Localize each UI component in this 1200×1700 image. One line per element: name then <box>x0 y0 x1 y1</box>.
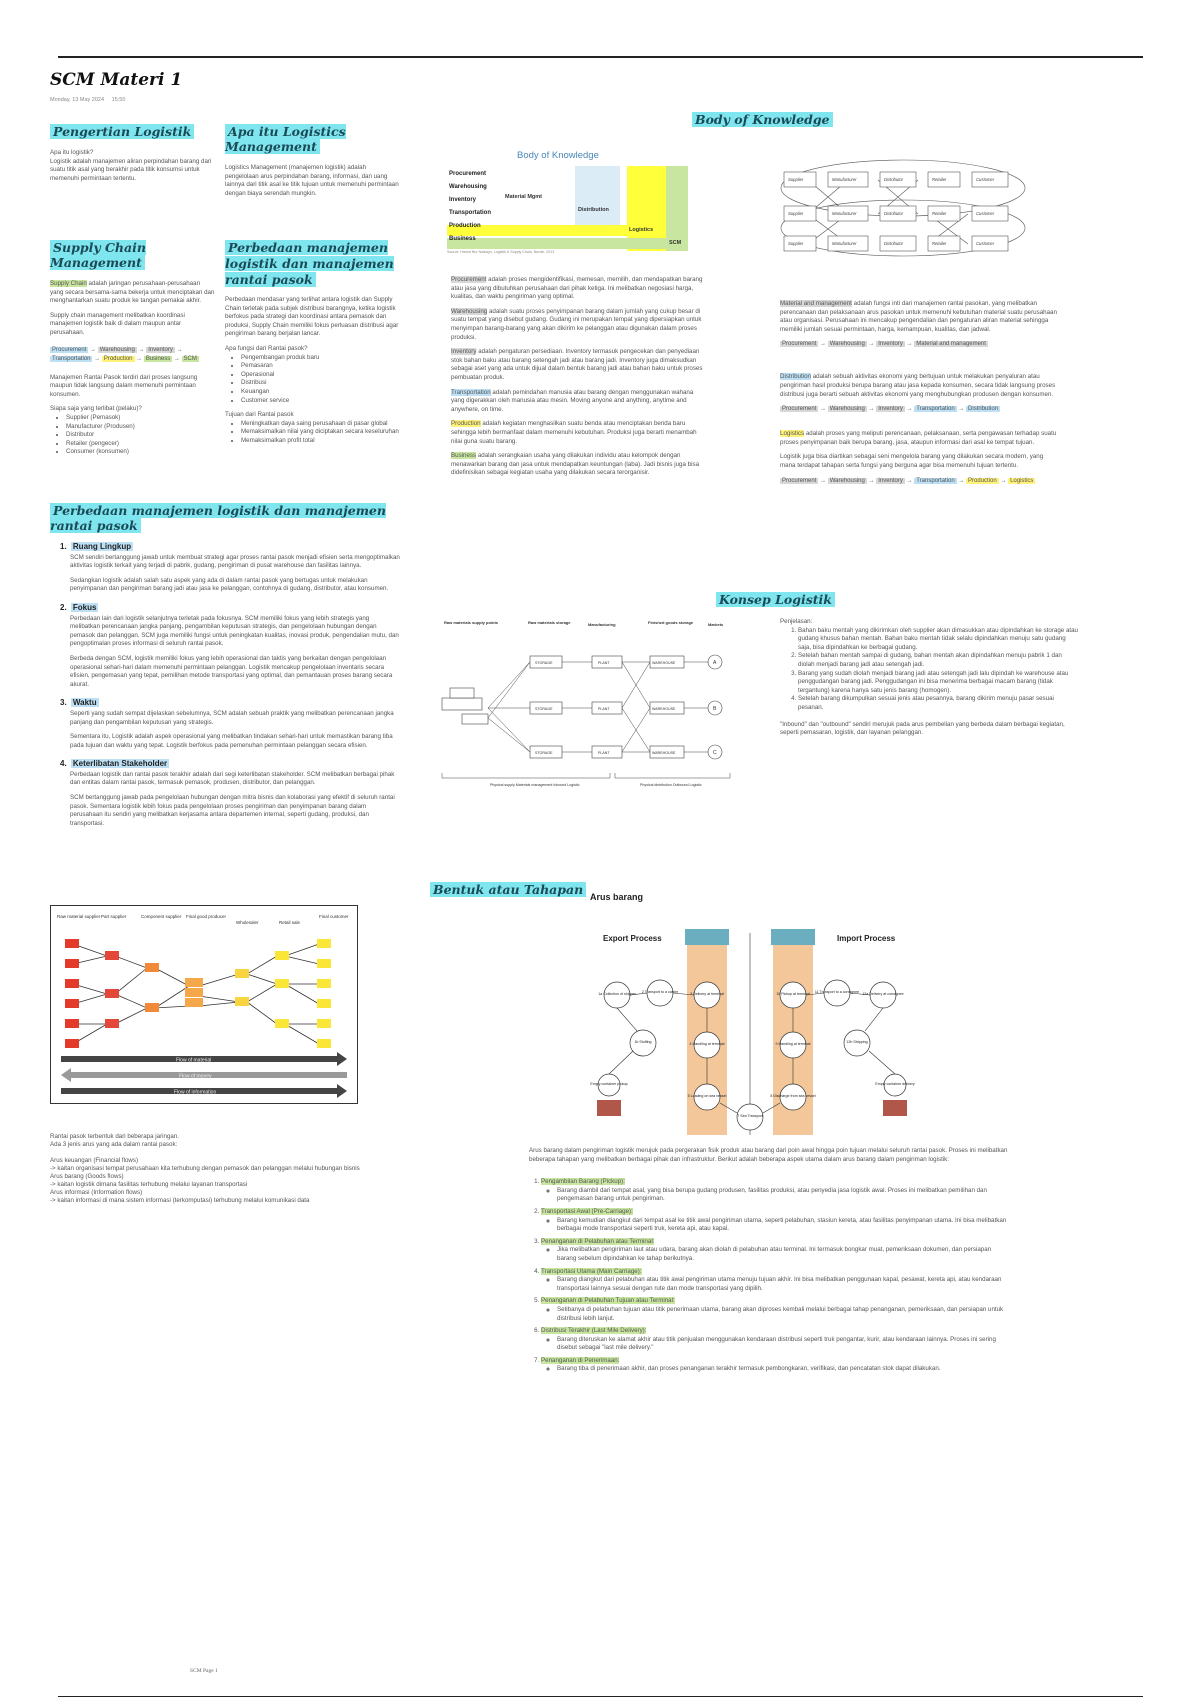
part-node-2 <box>105 989 119 998</box>
pengertian-p1: Apa itu logistik? <box>50 149 94 156</box>
supply-network-svg <box>778 148 1028 268</box>
fungsi-question: Apa fungsi dari Rantai pasok? <box>225 344 308 352</box>
top-rule <box>58 56 1143 58</box>
svg-text:B: B <box>713 706 717 712</box>
bok-label-scm: SCM <box>669 240 682 246</box>
tujuan-question: Tujuan dari Rantai pasok <box>225 411 294 419</box>
scm-section <box>50 240 215 463</box>
konsep-figure <box>440 618 740 793</box>
svg-text:Supplier: Supplier <box>788 211 804 216</box>
svg-text:C: C <box>713 750 717 756</box>
diff-item-4-title: Keterlibatan Stakeholder <box>72 759 168 769</box>
svg-text:WAREHOUSE: WAREHOUSE <box>652 751 676 755</box>
bok-label-material: Material Mgmt <box>505 194 542 200</box>
svg-text:12a Delivery at consignee: 12a Delivery at consignee <box>862 992 904 996</box>
wholesaler-node-2 <box>235 997 249 1006</box>
arti-heading: Apa itu Logistics Management <box>225 124 346 154</box>
raw-node-6 <box>65 1039 79 1048</box>
svg-text:Customer: Customer <box>976 241 995 246</box>
svg-text:12b Stripping: 12b Stripping <box>846 1040 868 1044</box>
svg-text:Finished goods storage: Finished goods storage <box>648 620 694 625</box>
konsep-heading: Konsep Logistik <box>716 592 835 607</box>
stage-label-0: Raw material supplier <box>57 914 101 919</box>
bok-source: Source: Hamid Nur Nadiayo, Logistik & Supply Chain, Nurdin, 2013 <box>447 250 555 254</box>
arus-fig-title: Arus barang <box>590 892 644 902</box>
money-flow-label: Flow of money <box>179 1073 212 1080</box>
svg-text:3 Delivery at terminal: 3 Delivery at terminal <box>690 992 724 996</box>
svg-text:Distributor: Distributor <box>884 241 904 246</box>
export-container-icon <box>597 1100 621 1116</box>
svg-text:Distributor: Distributor <box>884 177 904 182</box>
svg-text:PLANT: PLANT <box>598 707 610 711</box>
component-node-2 <box>145 1003 159 1012</box>
svg-text:Customer: Customer <box>976 211 995 216</box>
material-flow-label: Flow of material <box>176 1057 212 1064</box>
part-node-3 <box>105 1019 119 1028</box>
svg-text:8 Discharge from sea vessel: 8 Discharge from sea vessel <box>770 1094 816 1098</box>
konsep-svg <box>440 618 740 793</box>
svg-text:Raw materials storage: Raw materials storage <box>528 620 571 625</box>
customer-node-3 <box>317 979 331 988</box>
svg-text:5 Loading on sea vessel: 5 Loading on sea vessel <box>687 1094 727 1098</box>
pengertian-logistik-section <box>50 124 215 189</box>
bok-heading: Body of Knowledge <box>692 112 833 127</box>
svg-text:Empty container delivery: Empty container delivery <box>875 1082 915 1086</box>
bok-chain-2: Procurement → Warehousing → Inventory → Transportation → Distribution <box>782 406 999 413</box>
bok-table-title: Body of Knowledge <box>517 150 599 161</box>
bok-col-material-mgmt <box>575 166 620 229</box>
import-container-icon <box>883 1100 907 1116</box>
bok-label-distribution: Distribution <box>578 207 609 213</box>
diff-item-2-title: Fokus <box>72 602 97 612</box>
arus-barang-svg <box>590 925 915 1135</box>
bok-label-logistics: Logistics <box>629 227 654 233</box>
export-label: Export Process <box>603 934 662 943</box>
bok-definitions: Procurement adalah proses mengidentifikasi, memesan, memilih, dan mendapatkan barang atau jasa yang dibutuhkan perusahaan dari pihak ketiga. Ini melibatkan negosiasi harga, kualitas, dan waktu pengiriman yang optimal. Warehousing adalah suatu proses penyimpanan barang dalam jumlah yang cukup besar di suatu tempat yang disebut gudang. Gudang ini merupakan tempat yang dipersiapkan untuk menyimpan barang-barang yang akan dikirim ke pelanggan atau digunakan dalam proses produksi. Inventory adalah pengaturan persediaan. Inventory termasuk pengecekan dan penyediaan stok bahan baku atau barang setengah jadi atau barang jadi. Inventory juga dimaksudkan sebagai aset yang ada untuk dijual dalam bentuk barang jadi atau bahan baku untuk proses pembuatan produk. Transportation adalah pemindahan manusia atau barang dengan menggunakan wahana yang digerakkan oleh manusia atau mesin. Moving anyone and anything, anytime and anywhere, on time. Production adalah kegiatan menghasilkan suatu benda atau menciptakan benda baru sehingga lebih bermanfaat dalam memenuhi kebutuhan. Produksi juga berarti menambah nilai guna suatu barang. Business adalah serangkaian usaha yang dilakukan individu atau kelompok dengan menawarkan barang dan jasa untuk mendapatkan keuntungan (laba). Jadi bisnis juga bisa didefinisikan sebagai kegiatan usaha yang dilakukan secara terorganisir. <box>451 276 703 477</box>
bok-row-labels: Procurement Warehousing Inventory Transportation Production Business <box>449 171 492 242</box>
svg-text:A: A <box>713 660 717 666</box>
bok-heading-wrap <box>692 112 833 127</box>
svg-text:Manufacturer: Manufacturer <box>832 211 857 216</box>
scm-p2: Supply chain management melibatkan koordinasi manajemen logistik baik di dalam maupun antar perusahaan. <box>50 311 185 336</box>
logistics-management-section <box>225 124 400 204</box>
svg-text:STORAGE: STORAGE <box>535 751 553 755</box>
customer-node-4 <box>317 999 331 1008</box>
producer-node-1 <box>185 978 203 987</box>
svg-text:4 Handling at terminal: 4 Handling at terminal <box>689 1042 725 1046</box>
raw-node-3 <box>65 979 79 988</box>
fungsi-list: • Pengembangan produk baru • Pemasaran • Operasional • Distribusi • Keuangan • Customer service <box>225 354 400 406</box>
retail-node-2 <box>275 979 289 988</box>
svg-text:1b Stuffing: 1b Stuffing <box>634 1040 652 1044</box>
svg-text:Customer: Customer <box>976 177 995 182</box>
part-node-1 <box>105 951 119 960</box>
scm-chain: Procurement → Warehousing → Inventory → Transportation → Production → Business → SCM <box>52 346 197 362</box>
perbedaan-section <box>225 240 400 452</box>
page-title: SCM Materi 1 <box>50 70 183 90</box>
wholesaler-node-1 <box>235 969 249 978</box>
tujuan-list: • Meningkatkan daya saing perusahaan di pasar global • Memaksimalkan nilai yang diciptakan secara keseluruhan • Memaksimalkan profit total <box>225 420 400 446</box>
retail-node-1 <box>275 951 289 960</box>
svg-text:STORAGE: STORAGE <box>535 707 553 711</box>
customer-node-2 <box>317 959 331 968</box>
customer-node-1 <box>317 939 331 948</box>
svg-text:Manufacturer: Manufacturer <box>832 177 857 182</box>
pengertian-heading: Pengertian Logistik <box>50 124 194 139</box>
bok-chain-1: Procurement → Warehousing → Inventory → Material and management <box>782 341 986 348</box>
flow-notes: Rantai pasok terbentuk dari beberapa jaringan. Ada 3 jenis arus yang ada dalam rantai pasok: Arus keuangan (Financial flows) -> kaitan organisasi tempat perusahaan kita terhubung dengan pemasok dan pelanggan melalui hubungan bisnis Arus barang (Goods flows) -> kaitan logistik dimana fasilitas terhubung melalui layanan transportasi Arus informasi (Information flows) -> kaitan informasi di mana sistem informasi (terkomputasi) terhubung melalui komunikasi data <box>50 1133 360 1204</box>
svg-text:1a Collection of shipper: 1a Collection of shipper <box>598 992 636 996</box>
svg-text:WAREHOUSE: WAREHOUSE <box>652 707 676 711</box>
stage-label-5: Retail sale <box>279 920 301 925</box>
scm-p3: Manajemen Rantai Pasok terdiri dari proses langsung maupun tidak langsung dalam memenuhi permintaan konsumen. <box>50 373 198 398</box>
stage-label-2: Component supplier <box>141 914 182 919</box>
svg-text:Markets: Markets <box>708 622 724 627</box>
scm-term: Supply Chain <box>50 280 87 287</box>
svg-text:Supplier: Supplier <box>788 241 804 246</box>
svg-text:PLANT: PLANT <box>598 661 610 665</box>
page-footer: SCM Page 1 <box>190 1668 218 1674</box>
bentuk-heading: Bentuk atau Tahapan <box>430 882 586 897</box>
bok-right-definitions: Material and management adalah fungsi inti dari manajemen rantai pasokan, yang melibatkan perencanaan dan pelaksanaan arus pasokan untuk memenuhi kebutuhan material suatu perusahaan atau organisasi. Perusahaan ini mencakup pengendalian dan pengaturan aliran material sehingga memiliki jumlah sesuai permintaan, harga, kemampuan, kualitas, dan jadwal. Procurement → Warehousing → Inventory → Material and management Distribution adalah sebuah aktivitas ekonomi yang bertujuan untuk melakukan penyaluran atau pengiriman hasil produksi berupa barang atau jasa kepada konsumen, secara tidak langsung proses distribusi juga berarti sebuah aktivitas ekonomi yang menghubungkan produsen dengan konsumen. Procurement → Warehousing → Inventory → Transportation → Distribution Logistics adalah proses yang meliputi perencanaan, pelaksanaan, serta pengawasan terhadap suatu proses penyimpanan baik berupa barang, jasa, ataupun informasi dari asal ke tempat tujuan. Logistik juga bisa diartikan sebagai seni mengelola barang yang dilakukan secara modern, yang mana terdapat tahapan serta fungsi yang berguna agar bisa memenuhi tujuan tertentu. Procurement → Warehousing → Inventory → Transportation → Production → Logistics <box>780 300 1060 486</box>
diff-item-1-title: Ruang Lingkup <box>72 542 132 551</box>
page-date: Monday, 13 May 2024 15:50 <box>50 97 126 103</box>
import-label: Import Process <box>837 934 896 943</box>
diff-item-3-title: Waktu <box>72 698 97 708</box>
bok-chain-3: Procurement → Warehousing → Inventory → Transportation → Production → Logistics <box>782 477 1034 484</box>
component-node-1 <box>145 963 159 972</box>
scm-p1: adalah jaringan perusahaan-perusahaan yang secara bersama-sama bekerja untuk menciptakan dan menghantarkan suatu produk ke tangan pemakai akhir. <box>50 280 215 305</box>
stage-label-6: Final customer <box>319 914 349 919</box>
perbedaan-p1: Perbedaan mendasar yang terlihat antara logistik dan Supply Chain terletak pada subjek distribusi barangnya, ketika logistik berfokus pada strategi dan koordinasi antara pemasok dan produksi, Supply Chain memiliki fokus perluasan distribusi agar pengiriman barang berjalan lancar. <box>225 296 399 338</box>
information-flow-label: Flow of information <box>174 1089 217 1096</box>
retail-node-3 <box>275 1019 289 1028</box>
svg-text:10 Pickup at terminal: 10 Pickup at terminal <box>776 992 810 996</box>
konsep-heading-wrap <box>716 592 835 607</box>
svg-text:7 Sea Transport: 7 Sea Transport <box>737 1114 763 1118</box>
stage-label-4: Wholesaler <box>236 920 259 925</box>
svg-text:Raw materials supply points: Raw materials supply points <box>444 620 499 625</box>
customer-node-6 <box>317 1039 331 1048</box>
diff-heading: Perbedaan manajemen logistik dan manajemen rantai pasok <box>50 503 386 533</box>
supply-flow-figure <box>50 905 358 1104</box>
supply-network-figure <box>778 148 1028 268</box>
svg-text:Manufacturer: Manufacturer <box>832 241 857 246</box>
customer-node-5 <box>317 1019 331 1028</box>
pengertian-p2: Logistik adalah manajemen aliran perpindahan barang dari suatu titik asal yang berakhir pada titik konsumsi untuk memenuhi permintaan tertentu. <box>50 157 212 182</box>
svg-text:Physical distribution Outbound: Physical distribution Outbound Logistic <box>640 783 702 787</box>
import-crane-icon <box>771 929 815 945</box>
supply-flow-svg <box>51 906 357 1103</box>
konsep-explanation: Penjelasan: 1. Bahan baku mentah yang dikirimkan oleh supplier akan dimasukkan atau dipindahkan ke storage atau gudang khusus bahan mentah. Bahan baku mentah tidak selalu dipindahkan menuju satu gudang saja, bisa dipindahkan ke berbagai gudang. 2. Setelah bahan mentah sampai di gudang, bahan mentah akan dipindahkan menuju pabrik 1 dan diolah menjadi barang jadi atau setengah jadi. 3. Barang yang sudah diolah menjadi barang jadi atau setengah jadi lalu dipindah ke warehouse atau penggudangan barang jadi. Penggudangan ini bisa menerima berbagai macam barang (tidak tergantung) karena hanya satu jenis barang (homogen). 4. Setelah barang dikumpulkan sesuai jenis atau pesannya, barang dikirim menuju pasar sesuai pesanan. "Inbound" dan "outbound" sendiri merujuk pada arus pembelian yang berbeda dalam berbagai kegiatan, seperti pemasaran, logistik, dan layanan pelanggan. <box>780 618 1080 744</box>
bentuk-text: Arus barang dalam pengiriman logistik merujuk pada pergerakan fisik produk atau barang dari poin awal hingga poin tujuan melalui seluruh rantai pasok. Proses ini melibatkan beberapa tahapan yang melibatkan berbagai pihak dan infrastruktur. Berikut adalah beberapa aspek utama dalam arus barang dalam pengiriman logistik: 1. Pengambilan Barang (Pickup): ◦ Barang diambil dari tempat asal, yang bisa berupa gudang produsen, fasilitas produksi, atau penyedia jasa logistik awal. Proses ini melibatkan pemilihan dan pengemasan barang untuk pengiriman. 2. Transportasi Awal (Pre-Carriage): ◦ Barang kemudian diangkut dari tempat asal ke titik awal pengiriman utama, seperti pelabuhan, stasiun kereta, atau fasilitas penyimpanan utama. Ini bisa melibatkan berbagai mode transportasi seperti truk, kereta api, atau kapal. 3. Penanganan di Pelabuhan atau Terminal: ◦ Jika melibatkan pengiriman laut atau udara, barang akan diolah di pelabuhan atau terminal. Ini termasuk bongkar muat, pemeriksaan dokumen, dan persiapan barang sebelum dipindahkan ke tahap berikutnya. 4. Transportasi Utama (Main Carriage): ◦ Barang diangkut dari pelabuhan atau titik awal pengiriman utama menuju tujuan akhir. Ini bisa melibatkan penggunaan kapal, pesawat, kereta api, atau kendaraan transportasi lainnya sesuai dengan rute dan mode transportasi yang dipilih. 5. Penanganan di Pelabuhan Tujuan atau Terminal: ◦ Setibanya di pelabuhan tujuan atau titik penerimaan utama, barang akan diproses kembali melalui berbagai tahap penanganan, pemeriksaan, dan persiapan untuk distribusi lebih lanjut. 6. Distribusi Terakhir (Last Mile Delivery): ◦ Barang diteruskan ke alamat akhir atau titik penjualan menggunakan kendaraan distribusi seperti truk pengantar, kurir, atau kendaraan lainnya. Proses ini sering disebut sebagai "last mile delivery." 7. Penanganan di Penerimaan: ◦ Barang tiba di penerimaan akhir, dan proses penanganan terakhir termasuk pembongkaran, verifikasi, dan pencatatan stok dapat dilakukan. <box>529 1147 1009 1378</box>
svg-text:WAREHOUSE: WAREHOUSE <box>652 661 676 665</box>
bok-table <box>447 150 692 255</box>
scm-heading: Supply Chain Management <box>50 240 146 270</box>
diff-section: Perbedaan manajemen logistik dan manajemen rantai pasok 1. Ruang Lingkup SCM sendiri bertanggung jawab untuk membuat strategi agar proses rantai pasok menjadi efisien serta mengoptimalkan aktivitas logistik terkait yang terjadi di pabrik, gudang, pengiriman di pusat warehouse dan fasilitas lainnya. Sedangkan logistik adalah salah satu aspek yang ada di dalam rantai pasok yang bertugas untuk melakukan penyimpanan dan pengiriman barang jadi atau jasa ke pelanggan, contohnya di gudang, distributor, atau konsumen. 2. Fokus Perbedaan lain dari logistik selanjutnya terletak pada fokusnya. SCM memiliki fokus yang lebih strategis yang melibatkan perencanaan jangka panjang, pengambilan keputusan strategis, dan pengelolaan hubungan dengan pemasok dan pelanggan. SCM juga memiliki fungsi untuk peningkatan kualitas, inovasi produk, pengendalian mutu, dan pengoptimalan proses informasi di seluruh rantai pasok. Berbeda dengan SCM, logistik memiliki fokus yang lebih operasional dan taktis yang berkaitan dengan pengelolaan operasional sehari-hari dalam memenuhi permintaan pelanggan. Logistik mencakup pengelolaan inventaris secara efisien, pengemasan yang tepat, pemilihan metode transportasi yang optimal, dan pemantauan proses barang secara akurat. 3. Waktu Seperti yang sudah sempat dijelaskan sebelumnya, SCM adalah sebuah praktik yang melibatkan perencanaan jangka panjang dan pengambilan keputusan yang strategis. Sementara itu, Logistik adalah aspek operasional yang melibatkan tindakan sehari-hari untuk memastikan barang tiba pada tujuan dan waktu yang tepat. Logistik berfokus pada pemenuhan permintaan pelanggan secara efisien. 4. Keterlibatan Stakeholder Perbedaan logistik dan rantai pasok terakhir adalah dari segi keterlibatan stakeholder. SCM melibatkan berbagai pihak dan entitas dalam rantai pasok, termasuk pemasok, produsen, distributor, dan pelanggan. SCM bertanggung jawab pada pengelolaan hubungan dengan mitra bisnis dan kolaborasi yang efektif di seluruh rantai pasok. Sementara logistik lebih fokus pada pengelolaan proses pengiriman dan penyimpanan barang dalam perusahaan itu sendiri yang melibatkan kerjasama antara departemen internal, seperti gudang, produksi, dan transportasi. <box>50 503 400 827</box>
svg-text:PLANT: PLANT <box>598 751 610 755</box>
arti-p1: Logistics Management (manajemen logistik) adalah pengelolaan arus perpindahan barang, informasi, dan uang lainnya dari titik asal ke titik tujuan untuk memenuhi permintaan dengan biaya serendah mungkin. <box>225 164 399 197</box>
export-crane-icon <box>685 929 729 945</box>
stage-label-1: Part supplier <box>101 914 127 919</box>
svg-text:Manufacturing: Manufacturing <box>588 622 616 627</box>
svg-text:Retailer: Retailer <box>932 177 947 182</box>
arus-barang-figure <box>590 925 915 1135</box>
raw-node-4 <box>65 999 79 1008</box>
perbedaan-heading: Perbedaan manajemen logistik dan manajemen rantai pasok <box>225 240 394 287</box>
svg-text:STORAGE: STORAGE <box>535 661 553 665</box>
raw-node-5 <box>65 1019 79 1028</box>
svg-text:11 Transport to a consignee: 11 Transport to a consignee <box>814 990 860 994</box>
producer-node-3 <box>185 998 203 1007</box>
bottom-rule <box>58 1696 1143 1697</box>
svg-text:9 Handling at terminal: 9 Handling at terminal <box>775 1042 811 1046</box>
producer-node-2 <box>185 988 203 997</box>
svg-text:Empty container pickup: Empty container pickup <box>590 1082 628 1086</box>
scm-p4: Siapa saja yang terlibat (pelaku)? <box>50 405 142 413</box>
svg-text:Distributor: Distributor <box>884 211 904 216</box>
svg-text:Retailer: Retailer <box>932 241 947 246</box>
raw-node-1 <box>65 939 79 948</box>
bentuk-heading-wrap <box>430 882 586 897</box>
scm-actors-list: • Supplier (Pemasok) • Manufacturer (Produsen) • Distributor • Retailer (pengecer) • Consumer (konsumen) <box>50 414 215 457</box>
stage-label-3: Final good producer <box>186 914 227 919</box>
svg-text:Supplier: Supplier <box>788 177 804 182</box>
svg-text:2 Transport to a carrier: 2 Transport to a carrier <box>641 990 679 994</box>
raw-node-2 <box>65 959 79 968</box>
svg-text:Retailer: Retailer <box>932 211 947 216</box>
svg-text:Physical supply Materials mana: Physical supply Materials management Inbound Logistic <box>490 783 580 787</box>
